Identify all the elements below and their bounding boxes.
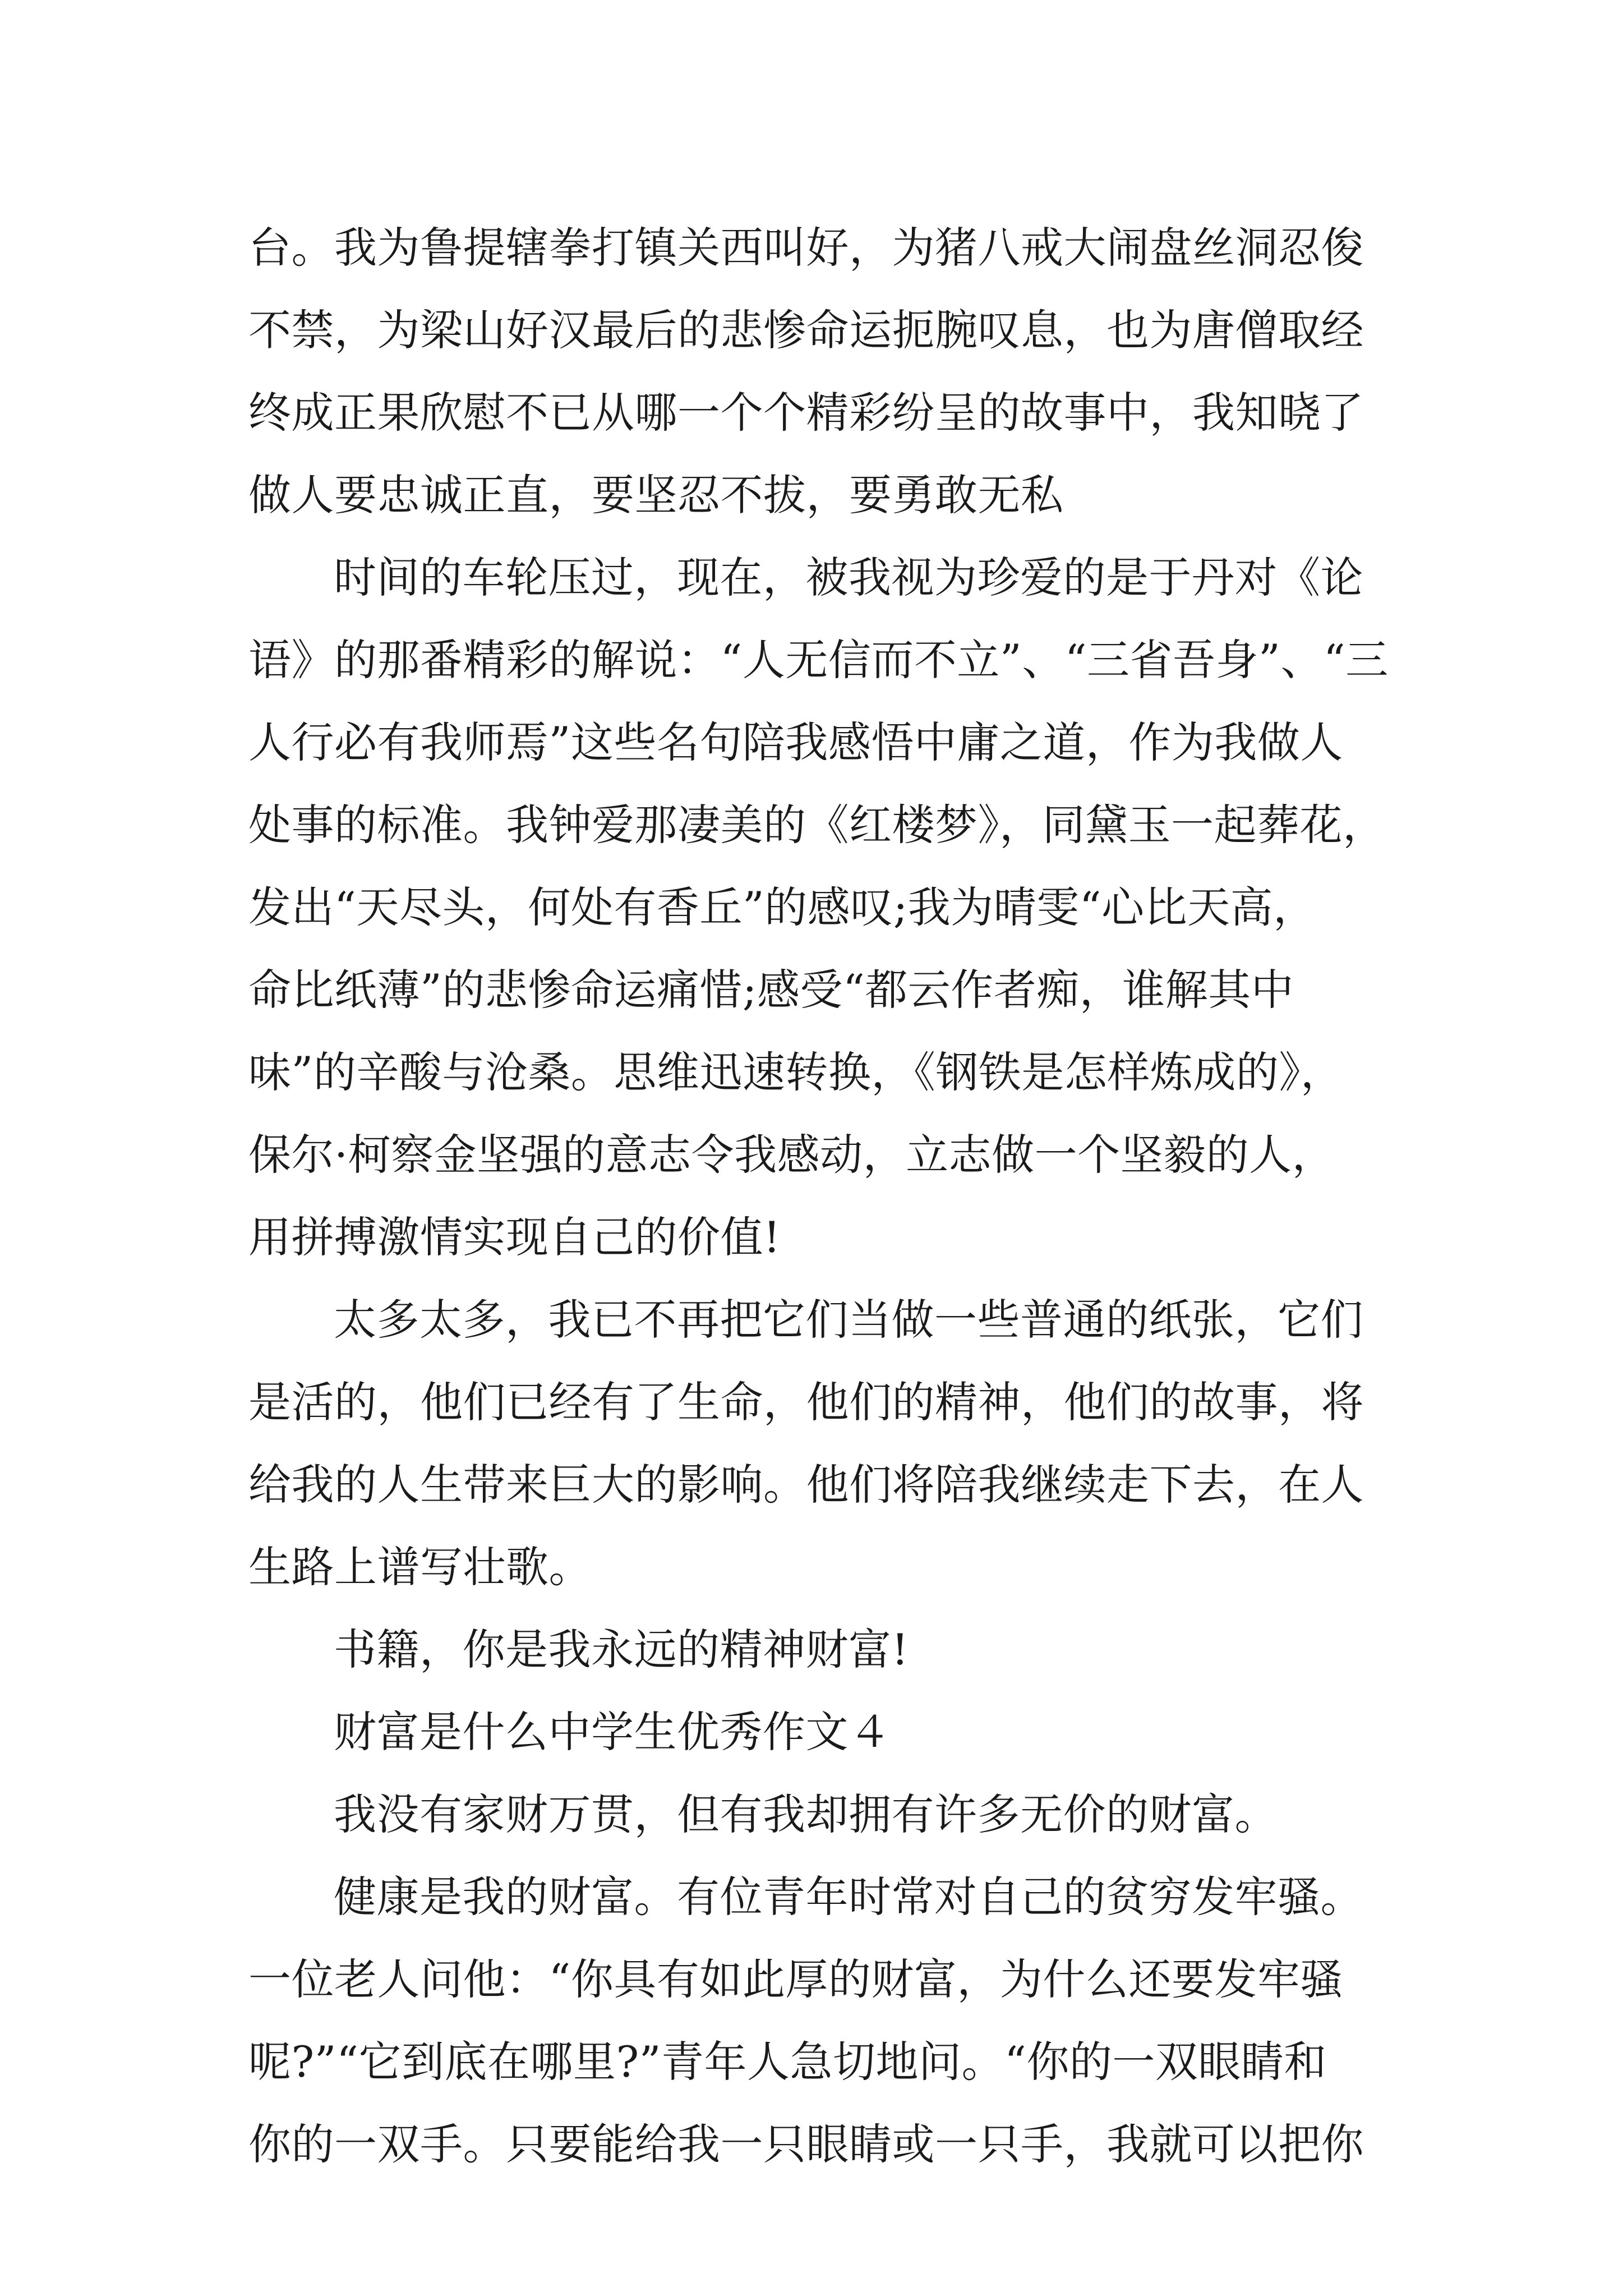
paragraph-first-line: 书籍，你是我永远的精神财富! [334,1625,909,1674]
text-line: 生路上谱写壮歌。 [248,1542,592,1592]
text-line: 台。我为鲁提辖拳打镇关西叫好，为猪八戒大闹盘丝洞忍俊 [248,223,1364,273]
paragraph-first-line: 太多太多，我已不再把它们当做一些普通的纸张，它们 [334,1295,1363,1345]
text-line: 你的一双手。只要能给我一只眼睛或一只手，我就可以把你 [248,2119,1364,2169]
text-line: 人行必有我师焉”这些名句陪我感悟中庸之道，作为我做人 [248,717,1343,767]
text-line: 给我的人生带来巨大的影响。他们将陪我继续走下去，在人 [248,1460,1364,1510]
paragraph-first-line: 我没有家财万贯，但有我却拥有许多无价的财富。 [334,1789,1278,1839]
text-line: 用拼搏激情实现自己的价值! [248,1212,781,1262]
text-line: 做人要忠诚正直，要坚忍不拔，要勇敢无私 [248,470,1064,520]
text-line: 终成正果欣慰不已从哪一个个精彩纷呈的故事中，我知晓了 [248,388,1364,438]
text-line: 呢?”“它到底在哪里?”青年人急切地问。“你的一双眼睛和 [248,2037,1327,2087]
text-line: 不禁，为梁山好汉最后的悲惨命运扼腕叹息，也为唐僧取经 [248,305,1364,355]
text-line: 发出“天尽头，何处有香丘”的感叹;我为晴雯“心比天高， [248,882,1316,932]
text-line: 味”的辛酸与沧桑。思维迅速转换，《钢铁是怎样炼成的》， [248,1047,1344,1097]
section-heading: 财富是什么中学生优秀作文４ [334,1707,892,1757]
text-line: 语》的那番精彩的解说：“人无信而不立”、“三省吾身”、“三 [248,635,1389,685]
text-line: 命比纸薄”的悲惨命运痛惜;感受“都云作者痴，谁解其中 [248,965,1294,1015]
text-line: 保尔·柯察金坚强的意志令我感动，立志做一个坚毅的人， [248,1130,1335,1180]
text-line: 处事的标准。我钟爱那凄美的《红楼梦》，同黛玉一起葬花， [248,800,1386,850]
text-line: 一位老人问他：“你具有如此厚的财富，为什么还要发牢骚 [248,1954,1343,2004]
paragraph-first-line: 健康是我的财富。有位青年时常对自己的贫穷发牢骚。 [334,1872,1363,1922]
text-line: 是活的，他们已经有了生命，他们的精神，他们的故事，将 [248,1377,1364,1427]
paragraph-first-line: 时间的车轮压过，现在，被我视为珍爱的是于丹对《论 [334,553,1363,602]
